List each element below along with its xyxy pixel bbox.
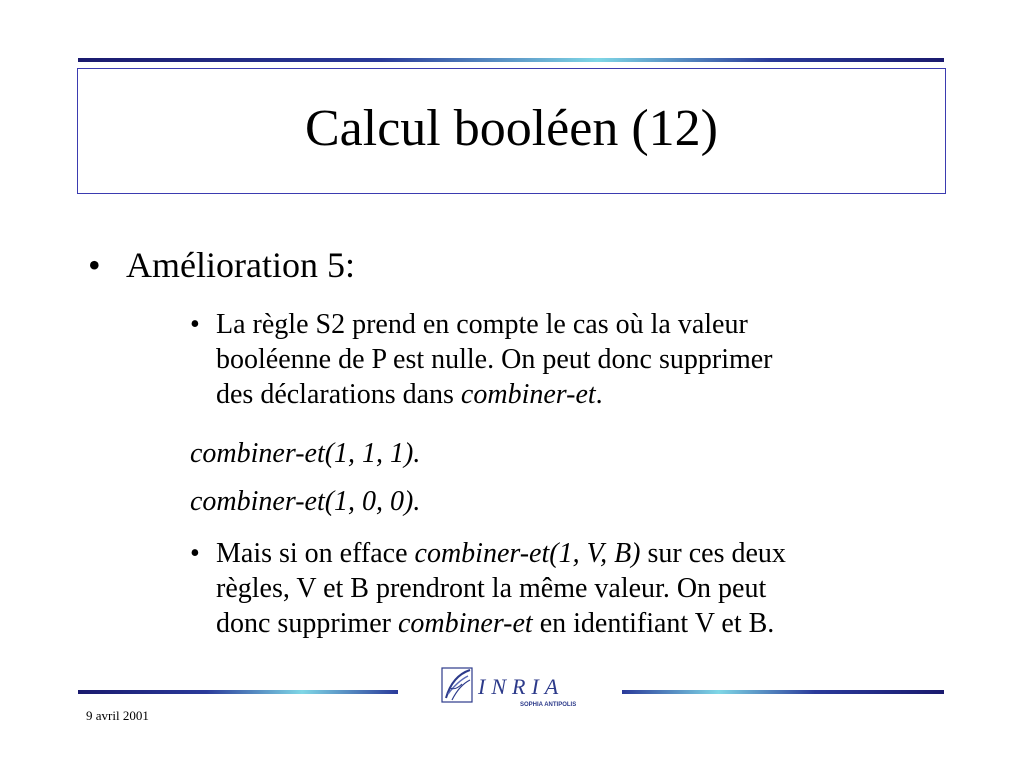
bullet-dot: •: [190, 309, 200, 340]
item2-line1-suffix: sur ces deux: [640, 538, 786, 569]
inria-logo: [440, 664, 600, 712]
item1-line3-suffix: .: [595, 379, 603, 410]
slide-title: Calcul booléen (12): [305, 100, 718, 157]
item2-line2: règles, V et B prendront la même valeur. On peut: [216, 573, 767, 604]
logo-subtext: SOPHIA ANTIPOLIS: [520, 702, 577, 708]
code-line-2: combiner-et(1, 0, 0).: [190, 486, 421, 517]
bullet-item2: [190, 536, 930, 641]
inria-emblem-icon: [442, 668, 472, 702]
item1-line3-em: combiner-et: [460, 379, 596, 410]
item2-line1-prefix: Mais si on efface: [216, 538, 415, 569]
bullet-dot: •: [88, 245, 101, 285]
bullet-item2-text: [216, 536, 930, 641]
item1-line1: La règle S2 prend en compte le cas où la valeur: [216, 309, 748, 340]
bullet-item1: [190, 307, 930, 412]
bullet-dot: •: [190, 538, 200, 569]
item2-line3-em: combiner-et: [397, 608, 533, 639]
code-line-1: combiner-et(1, 1, 1).: [190, 438, 421, 469]
bottom-divider-left: [78, 690, 398, 694]
item2-line3-prefix: donc supprimer: [216, 608, 398, 639]
bottom-divider-right: [622, 690, 944, 694]
bullet-level1-text: Amélioration 5:: [126, 245, 355, 285]
item2-line1-em: combiner-et(1, V, B): [414, 538, 641, 569]
item1-line3-prefix: des déclarations dans: [216, 379, 461, 410]
item2-line3-suffix: en identifiant V et B.: [532, 608, 775, 639]
logo-wordmark: INRIA: [478, 674, 565, 699]
bullet-item1-text: [216, 307, 930, 412]
footer-date: 9 avril 2001: [86, 708, 149, 723]
item1-line2: booléenne de P est nulle. On peut donc supprimer: [216, 344, 773, 375]
